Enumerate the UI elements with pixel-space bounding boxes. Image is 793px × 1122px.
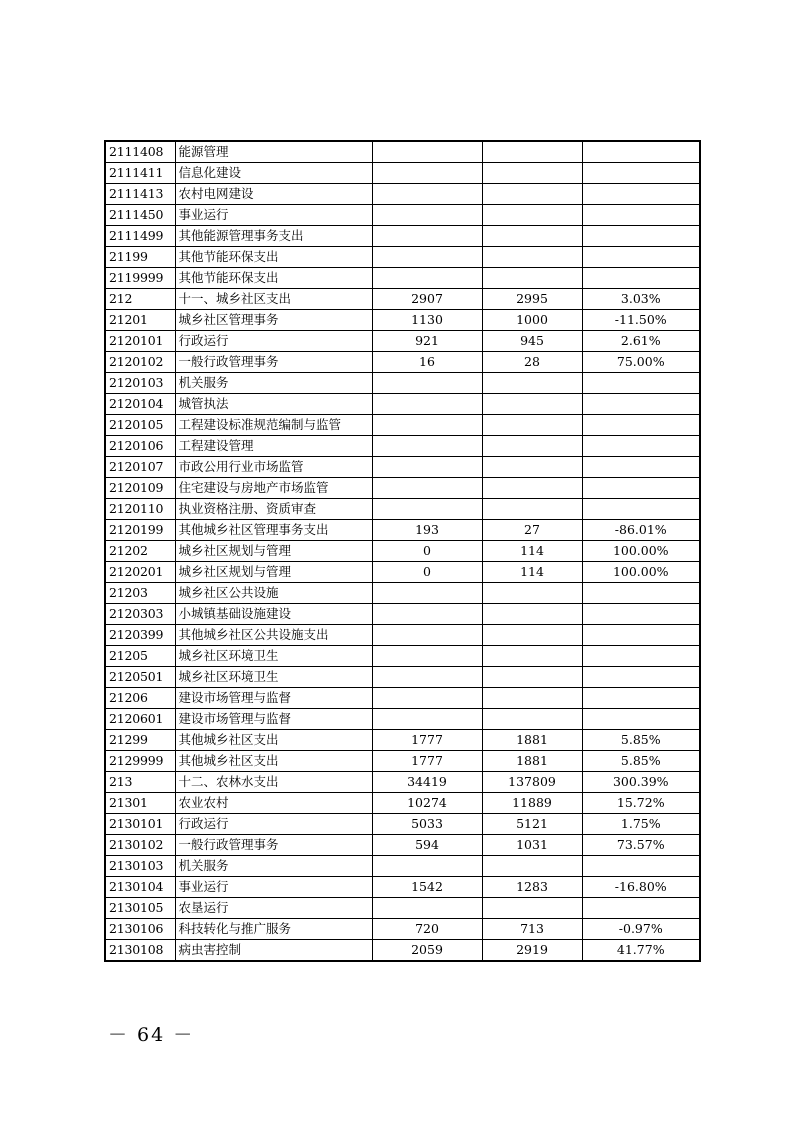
row-name: 行政运行 (175, 331, 372, 352)
row-value-prior (372, 898, 482, 919)
table-row (105, 793, 700, 814)
row-value-prior (372, 184, 482, 205)
row-name: 能源管理 (175, 141, 372, 163)
row-value-current (482, 499, 582, 520)
table-row (105, 205, 700, 226)
table-row (105, 646, 700, 667)
row-code: 2130105 (105, 898, 175, 919)
row-value-prior: 0 (372, 562, 482, 583)
row-value-prior (372, 457, 482, 478)
table-row (105, 877, 700, 898)
row-value-current (482, 709, 582, 730)
row-code: 2111411 (105, 163, 175, 184)
table-row (105, 562, 700, 583)
table-row (105, 163, 700, 184)
row-value-current: 2995 (482, 289, 582, 310)
row-name: 其他城乡社区支出 (175, 751, 372, 772)
table-row (105, 478, 700, 499)
row-name: 城乡社区管理事务 (175, 310, 372, 331)
row-change-percent (582, 373, 700, 394)
row-change-percent (582, 163, 700, 184)
row-change-percent (582, 604, 700, 625)
row-value-current: 114 (482, 541, 582, 562)
row-change-percent: 1.75% (582, 814, 700, 835)
table-row (105, 415, 700, 436)
table-row (105, 310, 700, 331)
row-name: 其他城乡社区支出 (175, 730, 372, 751)
row-name: 其他能源管理事务支出 (175, 226, 372, 247)
row-change-percent: 300.39% (582, 772, 700, 793)
row-code: 2130106 (105, 919, 175, 940)
row-code: 21202 (105, 541, 175, 562)
row-value-prior (372, 247, 482, 268)
table-row (105, 268, 700, 289)
row-value-current (482, 268, 582, 289)
row-value-prior: 1777 (372, 730, 482, 751)
row-code: 2120201 (105, 562, 175, 583)
row-value-current (482, 478, 582, 499)
row-change-percent: 100.00% (582, 541, 700, 562)
table-row (105, 856, 700, 877)
row-value-current (482, 247, 582, 268)
table-row (105, 331, 700, 352)
row-value-prior (372, 688, 482, 709)
row-value-current (482, 415, 582, 436)
table-row (105, 141, 700, 163)
row-change-percent (582, 141, 700, 163)
row-change-percent (582, 709, 700, 730)
row-value-prior (372, 373, 482, 394)
row-value-prior (372, 499, 482, 520)
row-value-current (482, 856, 582, 877)
table-row (105, 541, 700, 562)
page-number: － 64 － (108, 1024, 195, 1046)
row-value-prior: 2059 (372, 940, 482, 962)
table-row (105, 373, 700, 394)
row-change-percent: -16.80% (582, 877, 700, 898)
table-row (105, 772, 700, 793)
row-change-percent (582, 667, 700, 688)
row-code: 2130101 (105, 814, 175, 835)
row-change-percent: -11.50% (582, 310, 700, 331)
row-value-prior (372, 667, 482, 688)
row-name: 信息化建设 (175, 163, 372, 184)
row-code: 213 (105, 772, 175, 793)
row-code: 21203 (105, 583, 175, 604)
row-change-percent (582, 268, 700, 289)
row-name: 机关服务 (175, 373, 372, 394)
table-row (105, 688, 700, 709)
row-name: 城乡社区环境卫生 (175, 667, 372, 688)
row-value-prior (372, 415, 482, 436)
table-row (105, 352, 700, 373)
table-row (105, 457, 700, 478)
row-name: 一般行政管理事务 (175, 352, 372, 373)
row-code: 2130104 (105, 877, 175, 898)
row-change-percent: 3.03% (582, 289, 700, 310)
budget-table (104, 140, 701, 962)
row-value-prior (372, 583, 482, 604)
table-row (105, 184, 700, 205)
row-value-current (482, 667, 582, 688)
row-name: 建设市场管理与监督 (175, 688, 372, 709)
row-value-prior: 10274 (372, 793, 482, 814)
row-value-current (482, 205, 582, 226)
row-code: 2120101 (105, 331, 175, 352)
row-name: 其他节能环保支出 (175, 247, 372, 268)
row-code: 21205 (105, 646, 175, 667)
row-value-current (482, 898, 582, 919)
row-change-percent (582, 583, 700, 604)
row-name: 事业运行 (175, 877, 372, 898)
row-change-percent (582, 478, 700, 499)
table-row (105, 751, 700, 772)
row-value-current (482, 163, 582, 184)
row-code: 21199 (105, 247, 175, 268)
row-value-prior: 921 (372, 331, 482, 352)
table-row (105, 919, 700, 940)
row-name: 其他城乡社区公共设施支出 (175, 625, 372, 646)
table-row (105, 835, 700, 856)
row-code: 212 (105, 289, 175, 310)
row-change-percent (582, 457, 700, 478)
row-change-percent (582, 226, 700, 247)
row-code: 21301 (105, 793, 175, 814)
row-value-prior: 193 (372, 520, 482, 541)
row-name: 建设市场管理与监督 (175, 709, 372, 730)
row-code: 2120103 (105, 373, 175, 394)
row-name: 农村电网建设 (175, 184, 372, 205)
row-change-percent (582, 688, 700, 709)
row-value-current: 137809 (482, 772, 582, 793)
row-code: 2111499 (105, 226, 175, 247)
row-value-current (482, 184, 582, 205)
row-code: 2119999 (105, 268, 175, 289)
row-change-percent (582, 205, 700, 226)
row-change-percent: -0.97% (582, 919, 700, 940)
row-value-current (482, 457, 582, 478)
row-value-prior (372, 646, 482, 667)
row-code: 2120399 (105, 625, 175, 646)
row-value-current (482, 394, 582, 415)
table-row (105, 667, 700, 688)
row-value-prior (372, 163, 482, 184)
row-value-current: 27 (482, 520, 582, 541)
table-row (105, 436, 700, 457)
row-code: 2130103 (105, 856, 175, 877)
row-name: 农业农村 (175, 793, 372, 814)
row-change-percent (582, 625, 700, 646)
row-value-prior (372, 856, 482, 877)
row-value-prior (372, 436, 482, 457)
row-value-current: 2919 (482, 940, 582, 962)
row-name: 工程建设标准规范编制与监管 (175, 415, 372, 436)
row-name: 住宅建设与房地产市场监管 (175, 478, 372, 499)
row-value-current: 713 (482, 919, 582, 940)
row-value-prior: 2907 (372, 289, 482, 310)
table-row (105, 226, 700, 247)
row-value-current (482, 226, 582, 247)
row-code: 2130102 (105, 835, 175, 856)
row-value-current (482, 436, 582, 457)
row-code: 2129999 (105, 751, 175, 772)
row-code: 2120102 (105, 352, 175, 373)
row-name: 病虫害控制 (175, 940, 372, 962)
row-change-percent (582, 184, 700, 205)
table-row (105, 583, 700, 604)
row-name: 事业运行 (175, 205, 372, 226)
row-change-percent: 5.85% (582, 730, 700, 751)
row-value-prior: 16 (372, 352, 482, 373)
row-name: 城乡社区规划与管理 (175, 562, 372, 583)
row-code: 2120105 (105, 415, 175, 436)
row-name: 工程建设管理 (175, 436, 372, 457)
row-code: 2120104 (105, 394, 175, 415)
row-value-prior: 1777 (372, 751, 482, 772)
row-value-current (482, 646, 582, 667)
row-value-prior: 1130 (372, 310, 482, 331)
table-row (105, 499, 700, 520)
row-value-current: 1881 (482, 730, 582, 751)
row-value-prior (372, 478, 482, 499)
row-value-prior: 5033 (372, 814, 482, 835)
row-change-percent (582, 646, 700, 667)
row-value-prior (372, 226, 482, 247)
row-change-percent (582, 394, 700, 415)
row-code: 2120601 (105, 709, 175, 730)
row-value-prior (372, 141, 482, 163)
row-change-percent: 41.77% (582, 940, 700, 962)
row-code: 2120109 (105, 478, 175, 499)
row-change-percent (582, 436, 700, 457)
row-value-current: 1881 (482, 751, 582, 772)
row-name: 市政公用行业市场监管 (175, 457, 372, 478)
row-name: 科技转化与推广服务 (175, 919, 372, 940)
row-value-prior: 720 (372, 919, 482, 940)
row-value-prior (372, 625, 482, 646)
table-row (105, 289, 700, 310)
row-change-percent: 75.00% (582, 352, 700, 373)
table-row (105, 247, 700, 268)
row-value-prior (372, 709, 482, 730)
row-code: 2120303 (105, 604, 175, 625)
table-row (105, 814, 700, 835)
row-value-current: 1031 (482, 835, 582, 856)
row-value-prior (372, 268, 482, 289)
row-change-percent: 73.57% (582, 835, 700, 856)
row-value-current (482, 688, 582, 709)
table-row (105, 940, 700, 962)
row-code: 2120199 (105, 520, 175, 541)
row-code: 2111408 (105, 141, 175, 163)
row-name: 执业资格注册、资质审查 (175, 499, 372, 520)
row-name: 十一、城乡社区支出 (175, 289, 372, 310)
row-name: 机关服务 (175, 856, 372, 877)
row-value-current: 28 (482, 352, 582, 373)
table-row (105, 898, 700, 919)
table-row (105, 709, 700, 730)
row-name: 一般行政管理事务 (175, 835, 372, 856)
table-row (105, 625, 700, 646)
row-code: 2120107 (105, 457, 175, 478)
row-name: 其他节能环保支出 (175, 268, 372, 289)
row-change-percent: 2.61% (582, 331, 700, 352)
row-change-percent: 5.85% (582, 751, 700, 772)
table-row (105, 520, 700, 541)
row-code: 2130108 (105, 940, 175, 962)
row-code: 2120501 (105, 667, 175, 688)
row-change-percent (582, 898, 700, 919)
row-code: 2111413 (105, 184, 175, 205)
row-value-prior: 0 (372, 541, 482, 562)
row-value-current: 5121 (482, 814, 582, 835)
row-code: 2120110 (105, 499, 175, 520)
row-value-prior (372, 205, 482, 226)
row-code: 21299 (105, 730, 175, 751)
row-value-current: 11889 (482, 793, 582, 814)
row-change-percent: -86.01% (582, 520, 700, 541)
row-value-current (482, 625, 582, 646)
row-value-prior: 594 (372, 835, 482, 856)
row-value-current: 1283 (482, 877, 582, 898)
row-code: 21201 (105, 310, 175, 331)
row-name: 城乡社区公共设施 (175, 583, 372, 604)
row-value-current: 1000 (482, 310, 582, 331)
row-value-current (482, 141, 582, 163)
row-value-prior: 34419 (372, 772, 482, 793)
row-value-current: 945 (482, 331, 582, 352)
row-name: 其他城乡社区管理事务支出 (175, 520, 372, 541)
row-value-prior (372, 394, 482, 415)
row-change-percent: 100.00% (582, 562, 700, 583)
row-value-current (482, 583, 582, 604)
row-name: 十二、农林水支出 (175, 772, 372, 793)
row-value-prior (372, 604, 482, 625)
row-value-current: 114 (482, 562, 582, 583)
row-name: 行政运行 (175, 814, 372, 835)
row-value-prior: 1542 (372, 877, 482, 898)
table-row (105, 394, 700, 415)
row-code: 21206 (105, 688, 175, 709)
row-change-percent (582, 247, 700, 268)
row-value-current (482, 604, 582, 625)
row-value-current (482, 373, 582, 394)
row-change-percent (582, 415, 700, 436)
row-change-percent: 15.72% (582, 793, 700, 814)
table-row (105, 604, 700, 625)
row-name: 城乡社区规划与管理 (175, 541, 372, 562)
row-code: 2111450 (105, 205, 175, 226)
row-name: 城乡社区环境卫生 (175, 646, 372, 667)
row-code: 2120106 (105, 436, 175, 457)
table-row (105, 730, 700, 751)
row-name: 农垦运行 (175, 898, 372, 919)
row-name: 小城镇基础设施建设 (175, 604, 372, 625)
row-name: 城管执法 (175, 394, 372, 415)
row-change-percent (582, 499, 700, 520)
budget-table-body (105, 141, 700, 961)
row-change-percent (582, 856, 700, 877)
